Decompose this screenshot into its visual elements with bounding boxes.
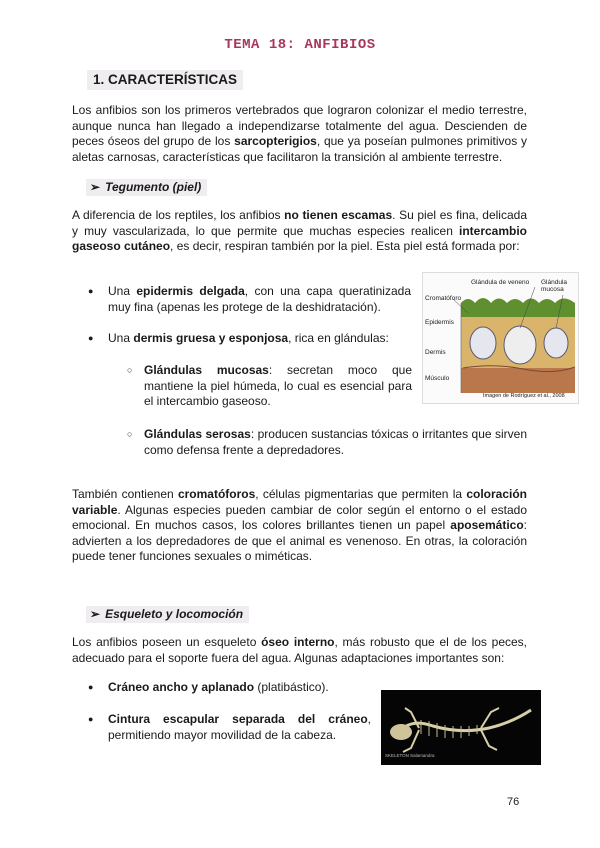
bold-term: sarcopterigios xyxy=(234,134,317,149)
epidermis-layer xyxy=(461,298,575,317)
bold-term: cromatóforos xyxy=(177,487,256,501)
list-item xyxy=(88,712,371,743)
arrow-bullet-icon: ➢ xyxy=(90,607,101,621)
text: Una xyxy=(108,331,134,345)
text: , que ya poseían pulmones primitivos y aletas carnosas, características que facilitaron la transición al ambiente terrestre. xyxy=(72,134,527,164)
label-chromatophore: Cromatóforo xyxy=(425,295,462,302)
text: A diferencia de los reptiles, los anfibios xyxy=(72,208,285,222)
sub-list-item xyxy=(127,363,413,410)
text: , es decir, respiran también por la piel. Esta piel está formada por: xyxy=(170,239,520,254)
label-epidermis: Epidermis xyxy=(425,319,454,326)
bold-term: óseo interno xyxy=(261,635,335,649)
subheading-label: Tegumento (piel) xyxy=(105,180,202,194)
text: , con una capa queratinizada muy fina (apenas les protege de la deshidratación). xyxy=(108,284,411,314)
text: , células pigmentarias que permiten la xyxy=(255,487,467,501)
text: . Su piel es fina, delicada y muy vascularizada, lo que permite que muchas especies realicen xyxy=(72,208,527,238)
text: . Algunas especies pueden cambiar de color según el entorno o el estado emocional. En muchos casos, los colores brillantes tienen un papel xyxy=(72,502,527,533)
text: También contienen xyxy=(72,487,178,501)
intro-paragraph xyxy=(72,103,527,165)
bold-term: Cráneo ancho y aplanado xyxy=(108,680,255,694)
text: Una xyxy=(108,284,137,298)
label-granular-gland: Glándula de veneno xyxy=(471,279,530,286)
esqueleto-paragraph xyxy=(72,635,527,666)
bold-term: Glándulas serosas xyxy=(144,427,251,441)
skeleton-photo xyxy=(381,690,541,765)
page-title: TEMA 18: ANFIBIOS xyxy=(224,37,376,53)
sub-list-item xyxy=(127,427,527,458)
bullet-icon: ● xyxy=(88,682,94,692)
text: : producen sustancias tóxicas o irritantes que sirven como defensa frente a depredadores. xyxy=(144,427,527,457)
subheading-esqueleto xyxy=(86,606,249,623)
bold-term: aposemático xyxy=(450,518,524,533)
list-item xyxy=(88,284,411,315)
bold-term: dermis gruesa y esponjosa xyxy=(133,331,289,345)
text: Los anfibios poseen un esqueleto xyxy=(72,635,262,649)
text: , permitiendo mayor movilidad de la cabeza. xyxy=(108,712,371,742)
bold-term: coloración variable xyxy=(72,487,527,517)
gland-mucosa xyxy=(544,328,568,358)
label-dermis: Dermis xyxy=(425,349,446,356)
bullet-icon: ● xyxy=(88,714,94,724)
page-number: 76 xyxy=(507,796,520,808)
list-item xyxy=(88,331,411,347)
subheading-tegumento xyxy=(86,179,207,196)
arrow-bullet-icon: ➢ xyxy=(90,180,101,194)
bold-term: Glándulas mucosas xyxy=(144,363,269,377)
photo-caption: SKELETON Salamandra xyxy=(385,753,435,758)
section-heading: 1. CARACTERÍSTICAS xyxy=(87,70,243,90)
bold-term: epidermis delgada xyxy=(136,284,245,298)
cromatoforos-paragraph xyxy=(72,487,527,565)
label-muscle: Músculo xyxy=(425,375,450,382)
gland-granular xyxy=(504,326,536,364)
circle-bullet-icon: ○ xyxy=(127,429,133,439)
bold-term: Cintura escapular separada del cráneo xyxy=(108,712,368,726)
text: , rica en glándulas: xyxy=(288,331,389,345)
muscle-layer xyxy=(461,368,575,393)
skin-diagram-figure xyxy=(422,272,579,404)
bold-term: intercambio gaseoso cutáneo xyxy=(72,223,527,254)
figure-caption: Imagen de Rodríguez et al., 2008 xyxy=(483,393,565,399)
subheading-label: Esqueleto y locomoción xyxy=(105,607,244,621)
text: , más robusto que el de los peces, adecuado para el soporte fuera del agua. Algunas adaptaciones importantes son: xyxy=(72,635,527,665)
list-item xyxy=(88,680,368,696)
circle-bullet-icon: ○ xyxy=(127,365,133,375)
label-mucous-gland: Glándula mucosa xyxy=(541,279,568,293)
bullet-icon: ● xyxy=(88,333,94,343)
text: Los anfibios son los primeros vertebrados que lograron colonizar el medio terrestre, aunque nunca han llegado a independizarse totalmente del agua. Descienden de peces óseos del grupo de los xyxy=(72,103,527,149)
text: (platibástico). xyxy=(254,680,329,694)
bold-term: no tienen escamas xyxy=(284,208,393,222)
gland-mucosa xyxy=(470,327,496,359)
bullet-icon: ● xyxy=(88,286,94,296)
tegumento-paragraph xyxy=(72,208,527,255)
text: : secretan moco que mantiene la piel húmeda, lo cual es esencial para el intercambio gaseoso. xyxy=(144,363,413,409)
text: : advierten a los depredadores de que el animal es venenoso. En otras, la coloración puede tener funciones sexuales o miméticas. xyxy=(72,518,527,564)
